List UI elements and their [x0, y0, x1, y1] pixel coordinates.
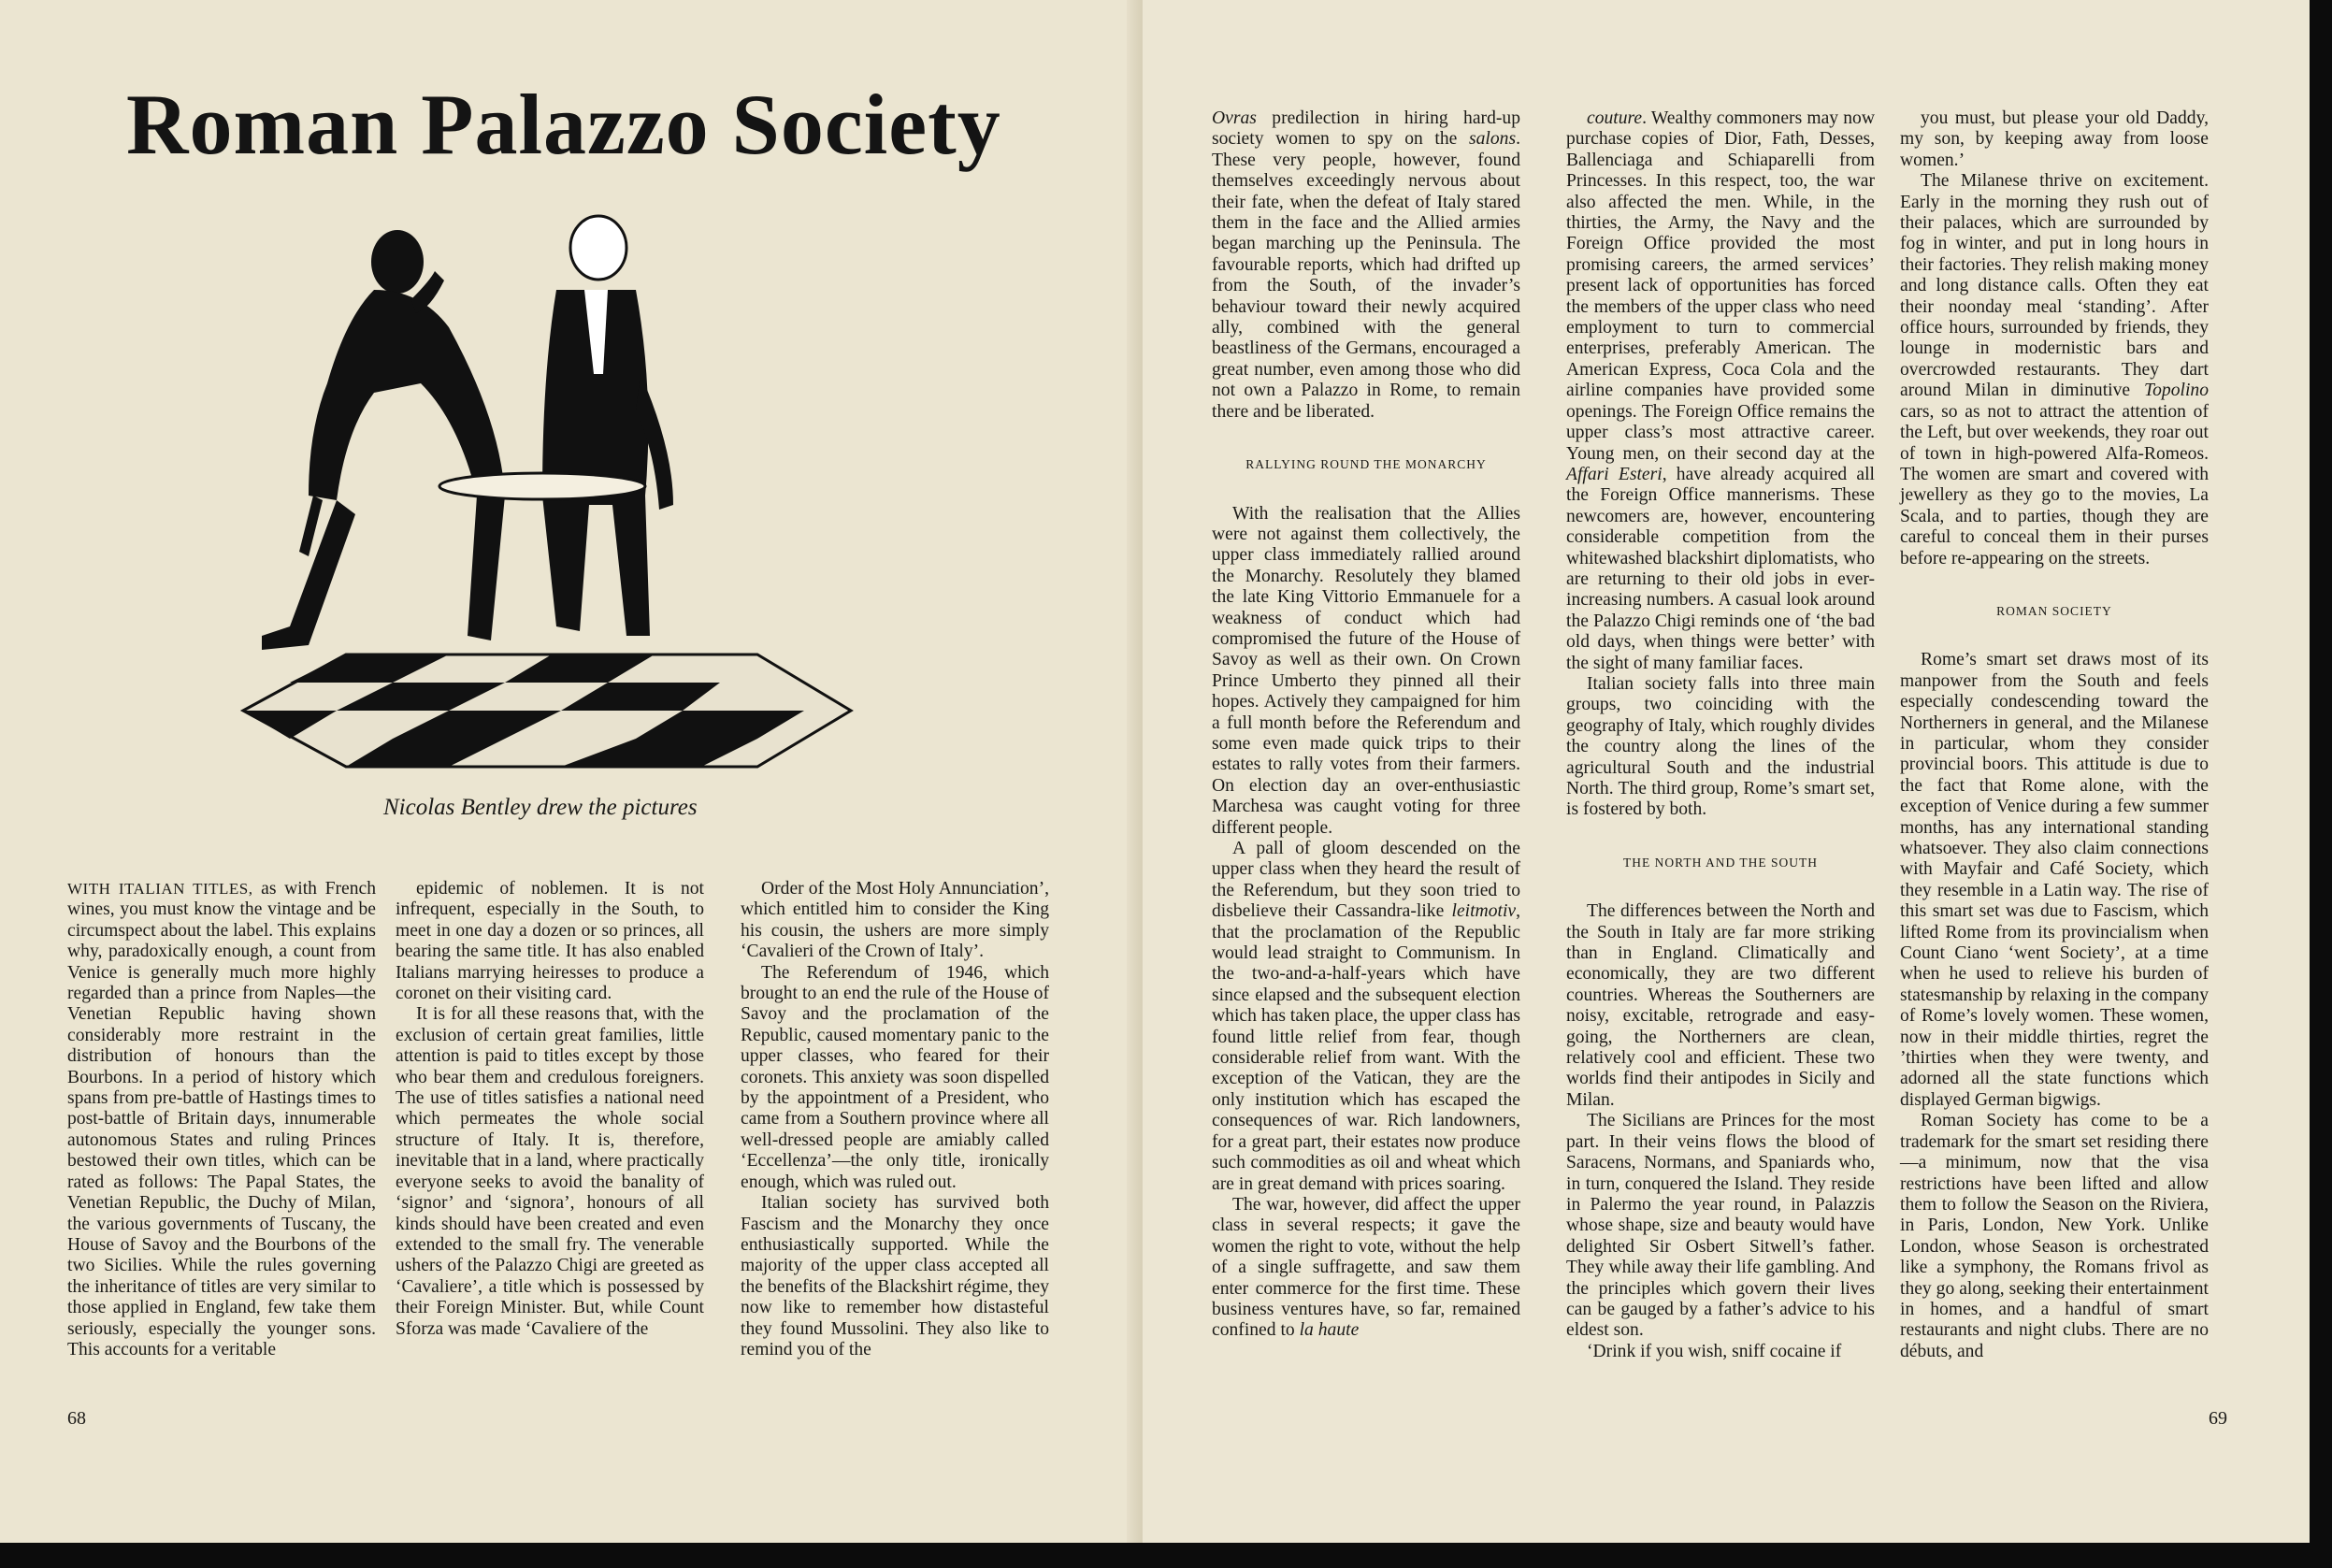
left-page [0, 0, 1143, 1543]
text-run: The war, however, did affect the upper class in several respects; it gave the women the right to vote, without the help of a single suffragette, and saw them enter commerce for the first time. These business ventures have, so far, remained confined to [1212, 1194, 1520, 1341]
text-run: WITH ITALIAN TITLES, [67, 880, 253, 898]
text-column-1 [1212, 108, 1520, 1342]
paragraph [1900, 650, 2209, 1111]
paragraph [1212, 108, 1520, 423]
paragraph [1900, 108, 2209, 171]
italic-text: couture [1587, 108, 1643, 128]
paragraph [741, 879, 1049, 963]
article-title: Roman Palazzo Society [126, 77, 1001, 172]
illustration-waiter-serving-man [234, 187, 860, 785]
bowing-man-figure [262, 230, 505, 650]
text-column-2 [396, 879, 704, 1340]
paragraph [1212, 1195, 1520, 1342]
text-run: With the realisation that the Allies were not against them collectively, the upper class immediately rallied around the Monarchy. Resolutely they blamed the late King Vittorio Emmanuele for a weakness of conduct which had compromised the future of the House of Savoy as well as their own. On Crown Prince Umberto they pinned all their hopes. Actively they campaigned for him a full month before the Referendum and some even made quick trips to their estates to rally votes from their farmers. On election day an over-enthusiastic Marchesa was caught voting for three different people. [1212, 503, 1520, 838]
text-run: , have already acquired all the Foreign Office mannerisms. These newcomers are, however, encountering considerable competition from the whitewashed blackshirt diplomatists, who are returning to their old jobs in ever-increasing numbers. A casual look around the Palazzo Chigi reminds one of ‘the bad old days, when things were better’ with the sight of many familiar faces. [1566, 464, 1875, 673]
section-heading: ROMAN SOCIETY [1996, 603, 2112, 618]
text-run: . These very people, however, found themselves exceedingly nervous about their fate, when the defeat of Italy stared them in the face and the Allied armies began marching up the Peninsula. The favourable reports, which had drifted up from the South, of the invader’s behaviour toward their newly acquired ally, combined with the general beastliness of the Germans, encouraged a great number, even among those who did not own a Palazzo in Rome, to remain there and be liberated. [1212, 129, 1520, 422]
paragraph [1566, 108, 1875, 674]
checkered-floor [243, 655, 851, 767]
paragraph [1212, 504, 1520, 840]
italic-text: salons [1469, 129, 1517, 150]
text-run: ‘Drink if you wish, sniff cocaine if [1587, 1341, 1842, 1361]
right-page [1143, 0, 2310, 1543]
paragraph [1900, 171, 2209, 569]
page-number: 69 [2209, 1408, 2227, 1429]
italic-text: leitmotiv [1451, 901, 1517, 922]
text-run: The Milanese thrive on excitement. Early in the morning they rush out of their palaces, which are surrounded by fog in winter, and put in long hours in their factories. They relish making money and long distance calls. Often they eat their noonday meal ‘standing’. After office hours, surrounded by friends, they lounge in modernistic bars and overcrowded restaurants. They dart around Milan in diminutive [1900, 171, 2209, 401]
paragraph [1566, 901, 1875, 1111]
paragraph [67, 879, 376, 1360]
text-run: as with French wines, you must know the vintage and be circumspect about the label. This explains why, paradoxically enough, a count from Venice is generally much more highly regarded than a prince from Naples—the Venetian Republic having shown considerably more restraint in the distribution of honours than the Bourbons. In a period of history which spans from pre-battle of Hastings times to post-battle of Britain days, innumerable autonomous States and ruling Princes bestowed their own titles, which can be rated as follows: The Papal States, the Venetian Republic, the Duchy of Milan, the various governments of Tuscany, the House of Savoy and the Bourbons of the two Sicilies. While the rules governing the inheritance of titles are very similar to those applied in England, few take them seriously, especially the younger sons. This accounts for a veritable [67, 879, 376, 1359]
paragraph [1566, 1111, 1875, 1341]
section-heading: RALLYING ROUND THE MONARCHY [1245, 457, 1487, 472]
paragraph [741, 963, 1049, 1193]
paragraph [741, 1193, 1049, 1360]
text-run: . Wealthy commoners may now purchase copies of Dior, Fath, Desses, Ballenciaga and Schiaparelli from Princesses. In this respect, too, the war also affected the men. While, in the thirties, the Army, the Navy and the Foreign Office provided the most promising careers, the armed services’ present lack of opportunities has forced the members of the upper class who need employment to turn to commercial enterprises, preferably American. The American Express, Coca Cola and the airline companies have provided some openings. The Foreign Office remains the upper class’s most attractive career. Young men, on their second day at the [1566, 108, 1875, 464]
text-run: cars, so as not to attract the attention of the Left, but over weekends, they roar out of town in high-powered Alfa-Romeos. The women are smart and covered with jewellery as they go to the movies, La Scala, and to parties, though they are careful to conceal them in their purses before re-appearing on the streets. [1900, 401, 2209, 568]
text-run: It is for all these reasons that, with the exclusion of certain great families, little attention is paid to titles except by those who bear them and credulous foreigners. The use of titles satisfies a national need which permeates the whole social structure of Italy. It is, therefore, inevitable that in a land, where practically everyone seeks to avoid the banality of ‘signor’ and ‘signora’, honours of all kinds should have been created and even extended to the small fry. The venerable ushers of the Palazzo Chigi are greeted as ‘Cavaliere’, a title which is possessed by their Foreign Minister. But, while Count Sforza was made ‘Cavaliere of the [396, 1004, 704, 1339]
italic-text: Ovras [1212, 108, 1257, 128]
text-run: Roman Society has come to be a trademark for the smart set residing there—a minimum, now that the visa restrictions have been lifted and allow them to follow the Season on the Riviera, in Paris, London, New York. Unlike London, whose Season is orchestrated like a symphony, the Romans frivol as they go along, seeking their entertainment in homes, and a handful of smart restaurants and night clubs. There are no débuts, and [1900, 1111, 2209, 1361]
italic-text: Topolino [2144, 381, 2209, 401]
text-run: Rome’s smart set draws most of its manpower from the South and feels especially condescending toward the Northerners in general, and the Milanese in particular, whom they consider provincial boors. This attitude is due to the fact that Rome alone, with the exception of Venice during a few summer months, has any international standing whatsoever. They also claim connections with Mayfair and Café Society, which they resemble in a Latin way. The rise of this smart set was due to Fascism, which lifted Rome from its provincialism when Count Ciano ‘went Society’, at a time when he used to relieve his burden of statesmanship by relaxing in the company of Rome’s lovely women. These women, now in their middle thirties, regret the ’thirties when they were twenty, and adorned all the state functions which displayed German bigwigs. [1900, 650, 2209, 1110]
text-column-2 [1566, 108, 1875, 1362]
italic-text: Affari Esteri [1566, 464, 1663, 484]
text-run: Italian society has survived both Fascism and the Monarchy they once enthusiastically supported. While the majority of the upper class accepted all the benefits of the Blackshirt régime, they now like to remember how distasteful they found Mussolini. They also like to remind you of the [741, 1193, 1049, 1359]
paragraph [396, 879, 704, 1004]
paragraph [1212, 839, 1520, 1195]
text-run: Italian society falls into three main groups, two coinciding with the geography of Italy, which roughly divides the country along the lines of the agricultural South and the industrial North. The third group, Rome’s smart set, is fostered by both. [1566, 673, 1875, 820]
page-number: 68 [67, 1408, 86, 1429]
text-column-3 [741, 879, 1049, 1360]
text-column-1 [67, 879, 376, 1360]
text-run: A pall of gloom descended on the upper class when they heard the result of the Referendum, but they soon tried to disbelieve their Cassandra-like [1212, 839, 1520, 922]
text-run: Order of the Most Holy Annunciation’, which entitled him to consider the King his cousin, the ushers are more simply ‘Cavalieri of the Crown of Italy’. [741, 879, 1049, 962]
text-run: The Referendum of 1946, which brought to an end the rule of the House of Savoy and the proclamation of the Republic, caused momentary panic to the upper classes, who feared for their coronets. This anxiety was soon dispelled by the appointment of a President, who came from a Southern province where all well-dressed people are amiably called ‘Eccellenza’—the only title, ironically enough, which was ruled out. [741, 962, 1049, 1192]
paragraph [1900, 1111, 2209, 1362]
text-run: , that the proclamation of the Republic would lead straight to Communism. In the two-and-a-half-years which have since elapsed and the subsequent election which has taken place, the upper class has found little relief from fear, though considerable relief from want. With the exception of the Vatican, they are the only institution which has escaped the consequences of war. Rich landowners, for a great part, their estates now produce such commodities as oil and wheat which are in great demand with prices soaring. [1212, 901, 1520, 1194]
text-run: predilection in hiring hard-up society women to spy on the [1212, 108, 1520, 150]
section-heading: THE NORTH AND THE SOUTH [1623, 855, 1818, 870]
paragraph [1566, 674, 1875, 821]
paragraph [396, 1004, 704, 1340]
illustration-credit: Nicolas Bentley drew the pictures [383, 795, 698, 820]
text-run: epidemic of noblemen. It is not infrequent, especially in the South, to meet in one day a dozen or so princes, all bearing the same title. It has also enabled Italians marrying heiresses to produce a coronet on their visiting card. [396, 879, 704, 1004]
text-run: The differences between the North and the South in Italy are far more striking than in England. Climatically and economically, they are two different countries. Whereas the Southerners are noisy, excitable, retrograde and easy-going, the Northerners are clean, relatively cool and efficient. These two worlds find their antipodes in Sicily and Milan. [1566, 901, 1875, 1110]
paragraph [1566, 1342, 1875, 1362]
text-column-3 [1900, 108, 2209, 1362]
text-run: you must, but please your old Daddy, my son, by keeping away from loose women.’ [1900, 108, 2209, 170]
text-run: The Sicilians are Princes for the most part. In their veins flows the blood of Saracens, Normans, and Spaniards who, in turn, conquered the Island. They reside in Palermo the year round, in Palazzis whose shape, size and beauty would have delighted Sir Osbert Sitwell’s father. They while away their life gambling. And the principles which govern their lives can be gauged by a father’s advice to his eldest son. [1566, 1111, 1875, 1341]
italic-text: la haute [1299, 1320, 1360, 1341]
